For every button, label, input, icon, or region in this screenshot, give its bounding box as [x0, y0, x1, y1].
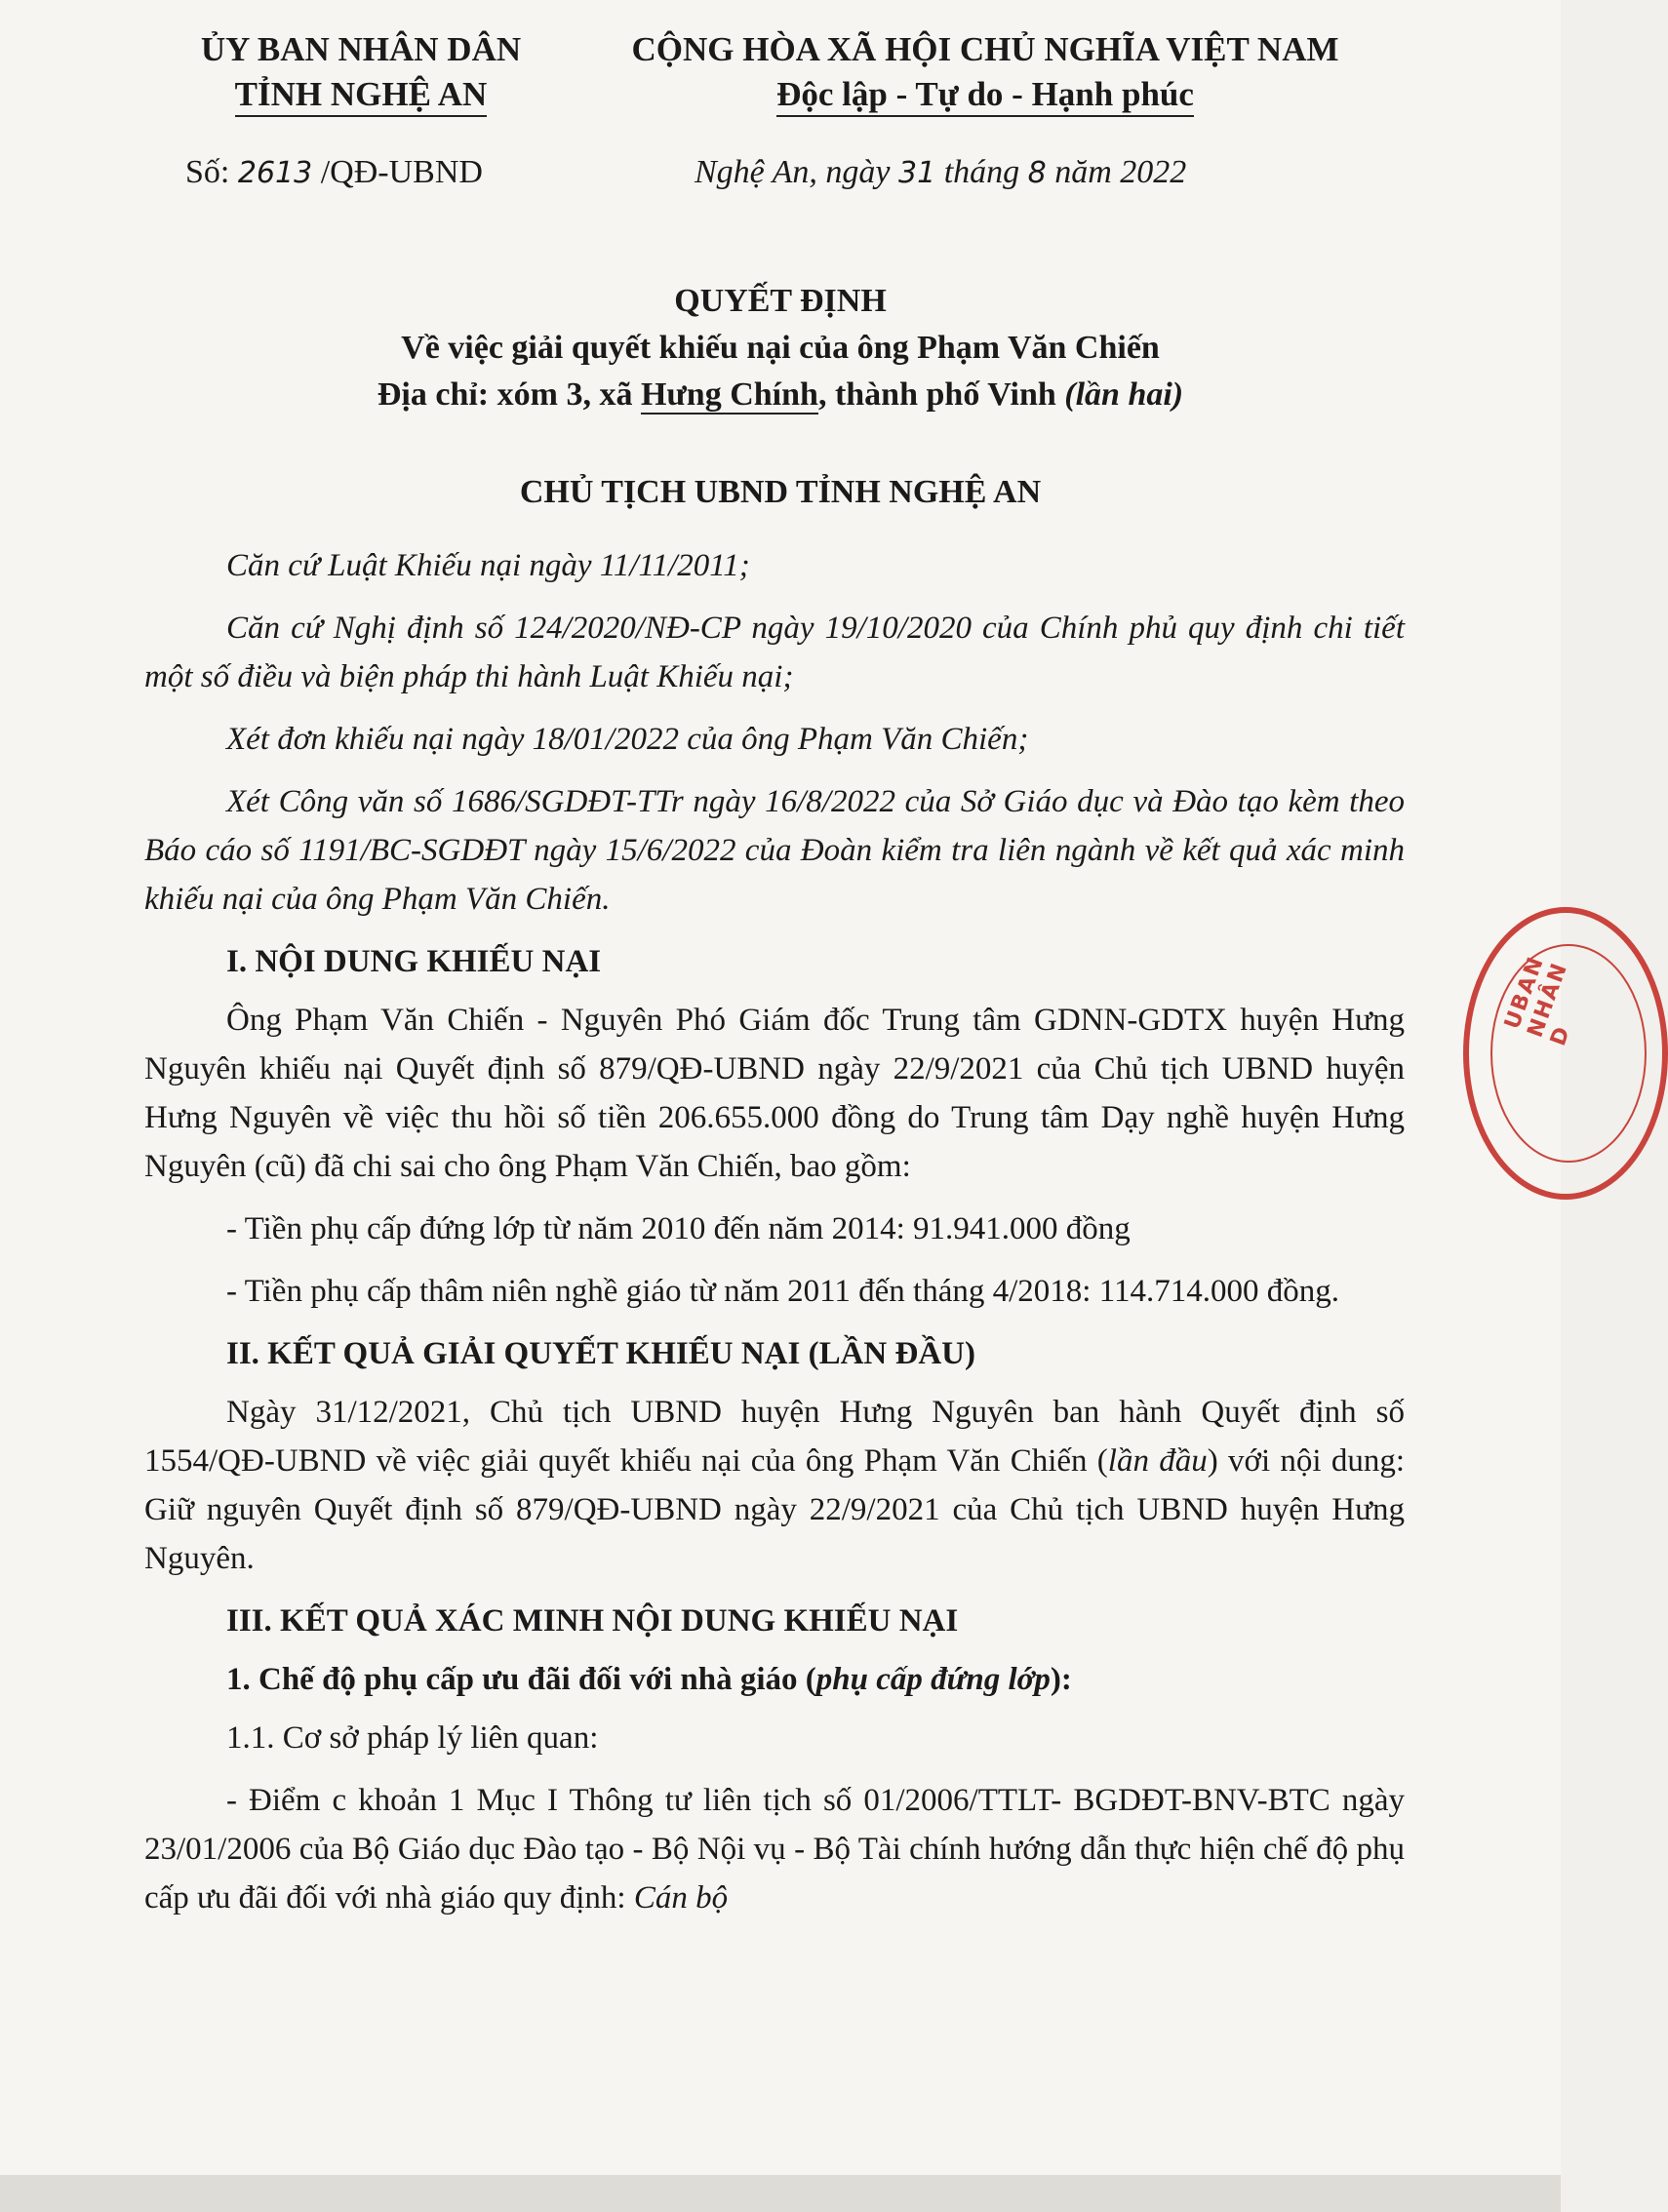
- seal-lettering: UBAN NHÂN D: [1500, 952, 1576, 1049]
- address-part-c: , thành phố Vinh: [817, 376, 1065, 413]
- section-1-item-1: - Tiền phụ cấp đứng lớp từ năm 2010 đến năm 2014: 91.941.000 đồng: [226, 1211, 1131, 1246]
- basis-report: Xét Công văn số 1686/SGDĐT-TTr ngày 16/8/2022 của Sở Giáo dục và Đào tạo kèm theo Báo cáo số 1191/BC-SGDĐT ngày 15/6/2022 của Đoàn kiểm tra liên ngành về kết quả xác minh khiếu nại của ông Phạm Văn Chiến.: [144, 784, 1405, 917]
- subsection-1-text-c: ):: [1050, 1662, 1072, 1697]
- basis-complaint: Xét đơn khiếu nại ngày 18/01/2022 của ông Phạm Văn Chiến;: [226, 722, 1029, 757]
- agency-line2-text: TỈNH NGHỆ AN: [235, 75, 488, 117]
- nation-header: [595, 27, 1375, 117]
- section-2-heading: II. KẾT QUẢ GIẢI QUYẾT KHIẾU NẠI (LẦN ĐẦU): [226, 1336, 975, 1371]
- number-prefix: Số:: [185, 154, 230, 190]
- number-suffix: /QĐ-UBND: [320, 154, 483, 190]
- number-handwritten: 2613: [237, 156, 313, 190]
- decision-title: QUYẾT ĐỊNH: [674, 283, 887, 319]
- subsection-1-1: 1.1. Cơ sở pháp lý liên quan:: [226, 1720, 599, 1756]
- basis-law: Căn cứ Luật Khiếu nại ngày 11/11/2011;: [226, 548, 750, 583]
- section-2-text-b: lần đầu: [1107, 1443, 1208, 1479]
- nation-line1: CỘNG HÒA XÃ HỘI CHỦ NGHĨA VIỆT NAM: [631, 30, 1339, 68]
- address-part-a: Địa chỉ: xóm 3, xã: [377, 376, 641, 413]
- legal-basis-quote: Cán bộ: [633, 1880, 729, 1916]
- section-1-item-2: - Tiền phụ cấp thâm niên nghề giáo từ năm 2011 đến tháng 4/2018: 114.714.000 đồng.: [226, 1274, 1339, 1309]
- section-2-text-a: Ngày 31/12/2021, Chủ tịch UBND huyện Hưng Nguyên ban hành Quyết định số 1554/QĐ-UBND về việc giải quyết khiếu nại của ông Phạm Văn Chiến (: [144, 1395, 1405, 1479]
- date-day: 31: [898, 156, 936, 190]
- legal-basis-text: - Điểm c khoản 1 Mục I Thông tư liên tịch số 01/2006/TTLT- BGDĐT-BNV-BTC ngày 23/01/2006 của Bộ Giáo dục Đào tạo - Bộ Nội vụ - Bộ Tài chính hướng dẫn thực hiện chế độ phụ cấp ưu đãi đối với nhà giáo quy định:: [144, 1783, 1405, 1916]
- document-number: [185, 154, 483, 191]
- address-round: (lần hai): [1064, 376, 1184, 413]
- subsection-1-text-b: phụ cấp đứng lớp: [815, 1662, 1051, 1697]
- agency-line1: ỦY BAN NHÂN DÂN: [200, 30, 522, 68]
- decision-subject: Về việc giải quyết khiếu nại của ông Phạm Văn Chiến: [401, 330, 1160, 366]
- address-commune: Hưng Chính: [640, 376, 818, 413]
- date-year: năm 2022: [1054, 154, 1187, 190]
- issuer-heading: CHỦ TỊCH UBND TỈNH NGHỆ AN: [519, 474, 1042, 510]
- subsection-1-text-a: 1. Chế độ phụ cấp ưu đãi đối với nhà giáo (: [226, 1662, 816, 1697]
- nation-line2: [595, 72, 1375, 117]
- page-bottom-strip: [0, 2175, 1561, 2212]
- subsection-1-heading: [144, 1655, 1405, 1704]
- agency-line2: [176, 72, 546, 117]
- basis-decree: Căn cứ Nghị định số 124/2020/NĐ-CP ngày 19/10/2020 của Chính phủ quy định chi tiết một số điều và biện pháp thi hành Luật Khiếu nại;: [144, 611, 1405, 694]
- agency-header: [176, 27, 546, 117]
- subsection-1-1-item: [144, 1776, 1405, 1922]
- section-2-text-c: ) với nội dung: Giữ nguyên Quyết định số 879/QĐ-UBND ngày 22/9/2021 của Chủ tịch UBND huyện Hưng Nguyên.: [144, 1443, 1406, 1576]
- section-1-heading: I. NỘI DUNG KHIẾU NẠI: [226, 944, 602, 979]
- date-month-label: tháng: [943, 154, 1020, 190]
- date-month: 8: [1027, 156, 1047, 190]
- decision-address: [146, 376, 1414, 414]
- nation-motto: Độc lập - Tự do - Hạnh phúc: [776, 75, 1194, 117]
- document-date: [695, 154, 1186, 191]
- section-2-paragraph: [144, 1388, 1405, 1583]
- section-3-heading: III. KẾT QUẢ XÁC MINH NỘI DUNG KHIẾU NẠI: [226, 1603, 959, 1639]
- document-body: [144, 541, 1405, 1936]
- section-1-paragraph: Ông Phạm Văn Chiến - Nguyên Phó Giám đốc Trung tâm GDNN-GDTX huyện Hưng Nguyên khiếu nại Quyết định số 879/QĐ-UBND ngày 22/9/2021 của Chủ tịch UBND huyện Hưng Nguyên về việc thu hồi số tiền 206.655.000 đồng do Trung tâm Dạy nghề huyện Hưng Nguyên (cũ) đã chi sai cho ông Phạm Văn Chiến, bao gồm:: [144, 1003, 1405, 1184]
- date-prefix: Nghệ An, ngày: [695, 154, 891, 190]
